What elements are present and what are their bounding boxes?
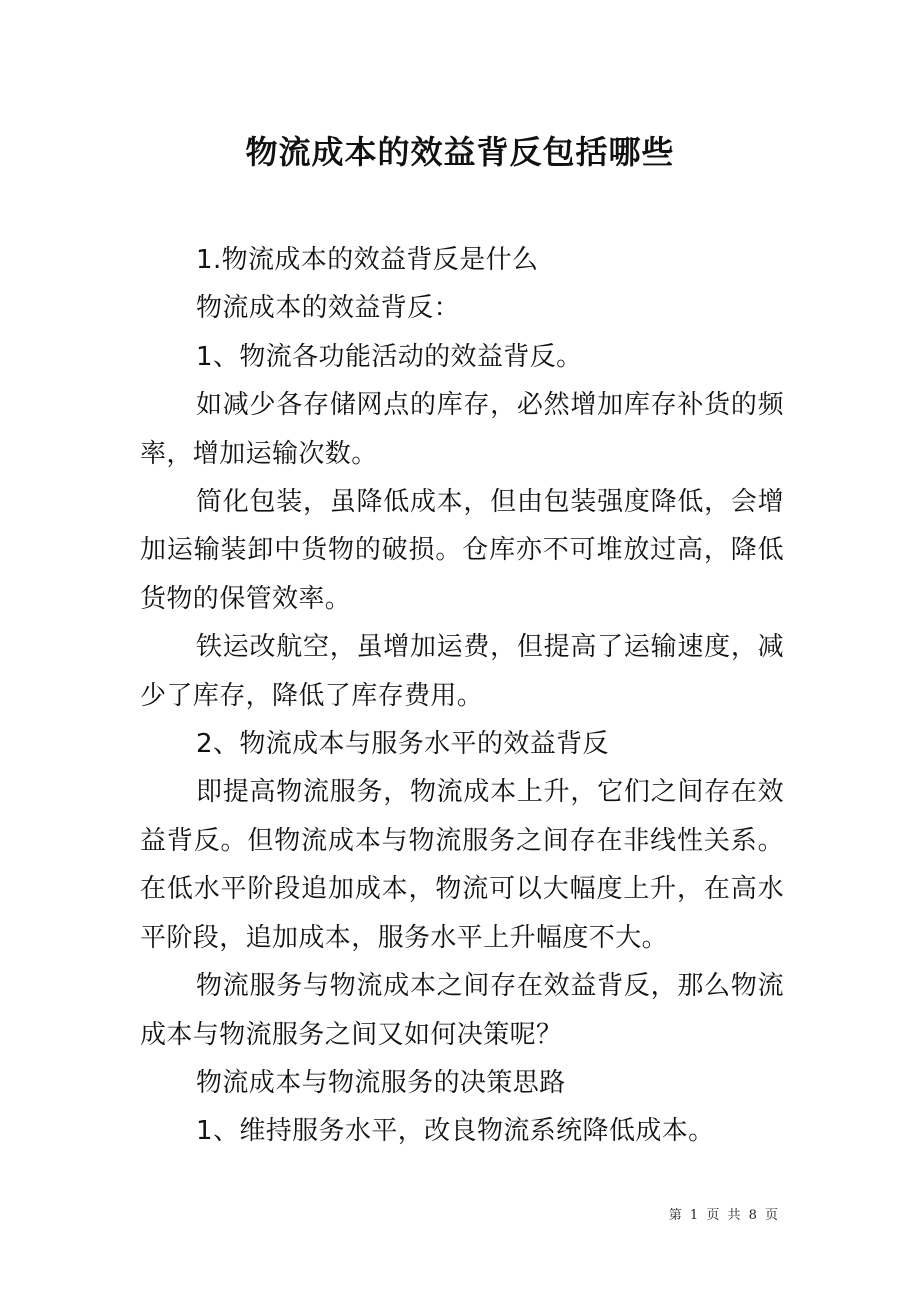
paragraph: 物流成本的效益背反： — [196, 293, 461, 324]
paragraph: 1、维持服务水平，改良物流系统降低成本。 — [196, 1116, 715, 1147]
page-number-footer: 第 1 页 共 8 页 — [668, 1208, 780, 1223]
paragraph: 即提高物流服务，物流成本上升，它们之间存在效益背反。但物流成本与物流服务之间存在非线性关系。在低水平阶段追加成本，物流可以大幅度上升，在高水平阶段，追加成本，服务水平上升幅度不大。 — [140, 777, 784, 953]
paragraph: 2、物流成本与服务水平的效益背反 — [196, 729, 609, 760]
paragraph: 物流服务与物流成本之间存在效益背反，那么物流成本与物流服务之间又如何决策呢？ — [140, 971, 784, 1050]
paragraph: 铁运改航空，虽增加运费，但提高了运输速度，减少了库存，降低了库存费用。 — [140, 632, 784, 711]
paragraph: 1、物流各功能活动的效益背反。 — [196, 341, 583, 372]
paragraph: 简化包装，虽降低成本，但由包装强度降低，会增加运输装卸中货物的破损。仓库亦不可堆放过高，降低货物的保管效率。 — [140, 487, 784, 614]
paragraph: 1.物流成本的效益背反是什么 — [196, 245, 539, 275]
paragraph: 物流成本与物流服务的决策思路 — [196, 1067, 566, 1098]
paragraph: 如减少各存储网点的库存，必然增加库存补货的频率，增加运输次数。 — [140, 390, 784, 469]
document-title: 物流成本的效益背反包括哪些 — [245, 133, 675, 171]
document-body — [140, 236, 784, 1156]
